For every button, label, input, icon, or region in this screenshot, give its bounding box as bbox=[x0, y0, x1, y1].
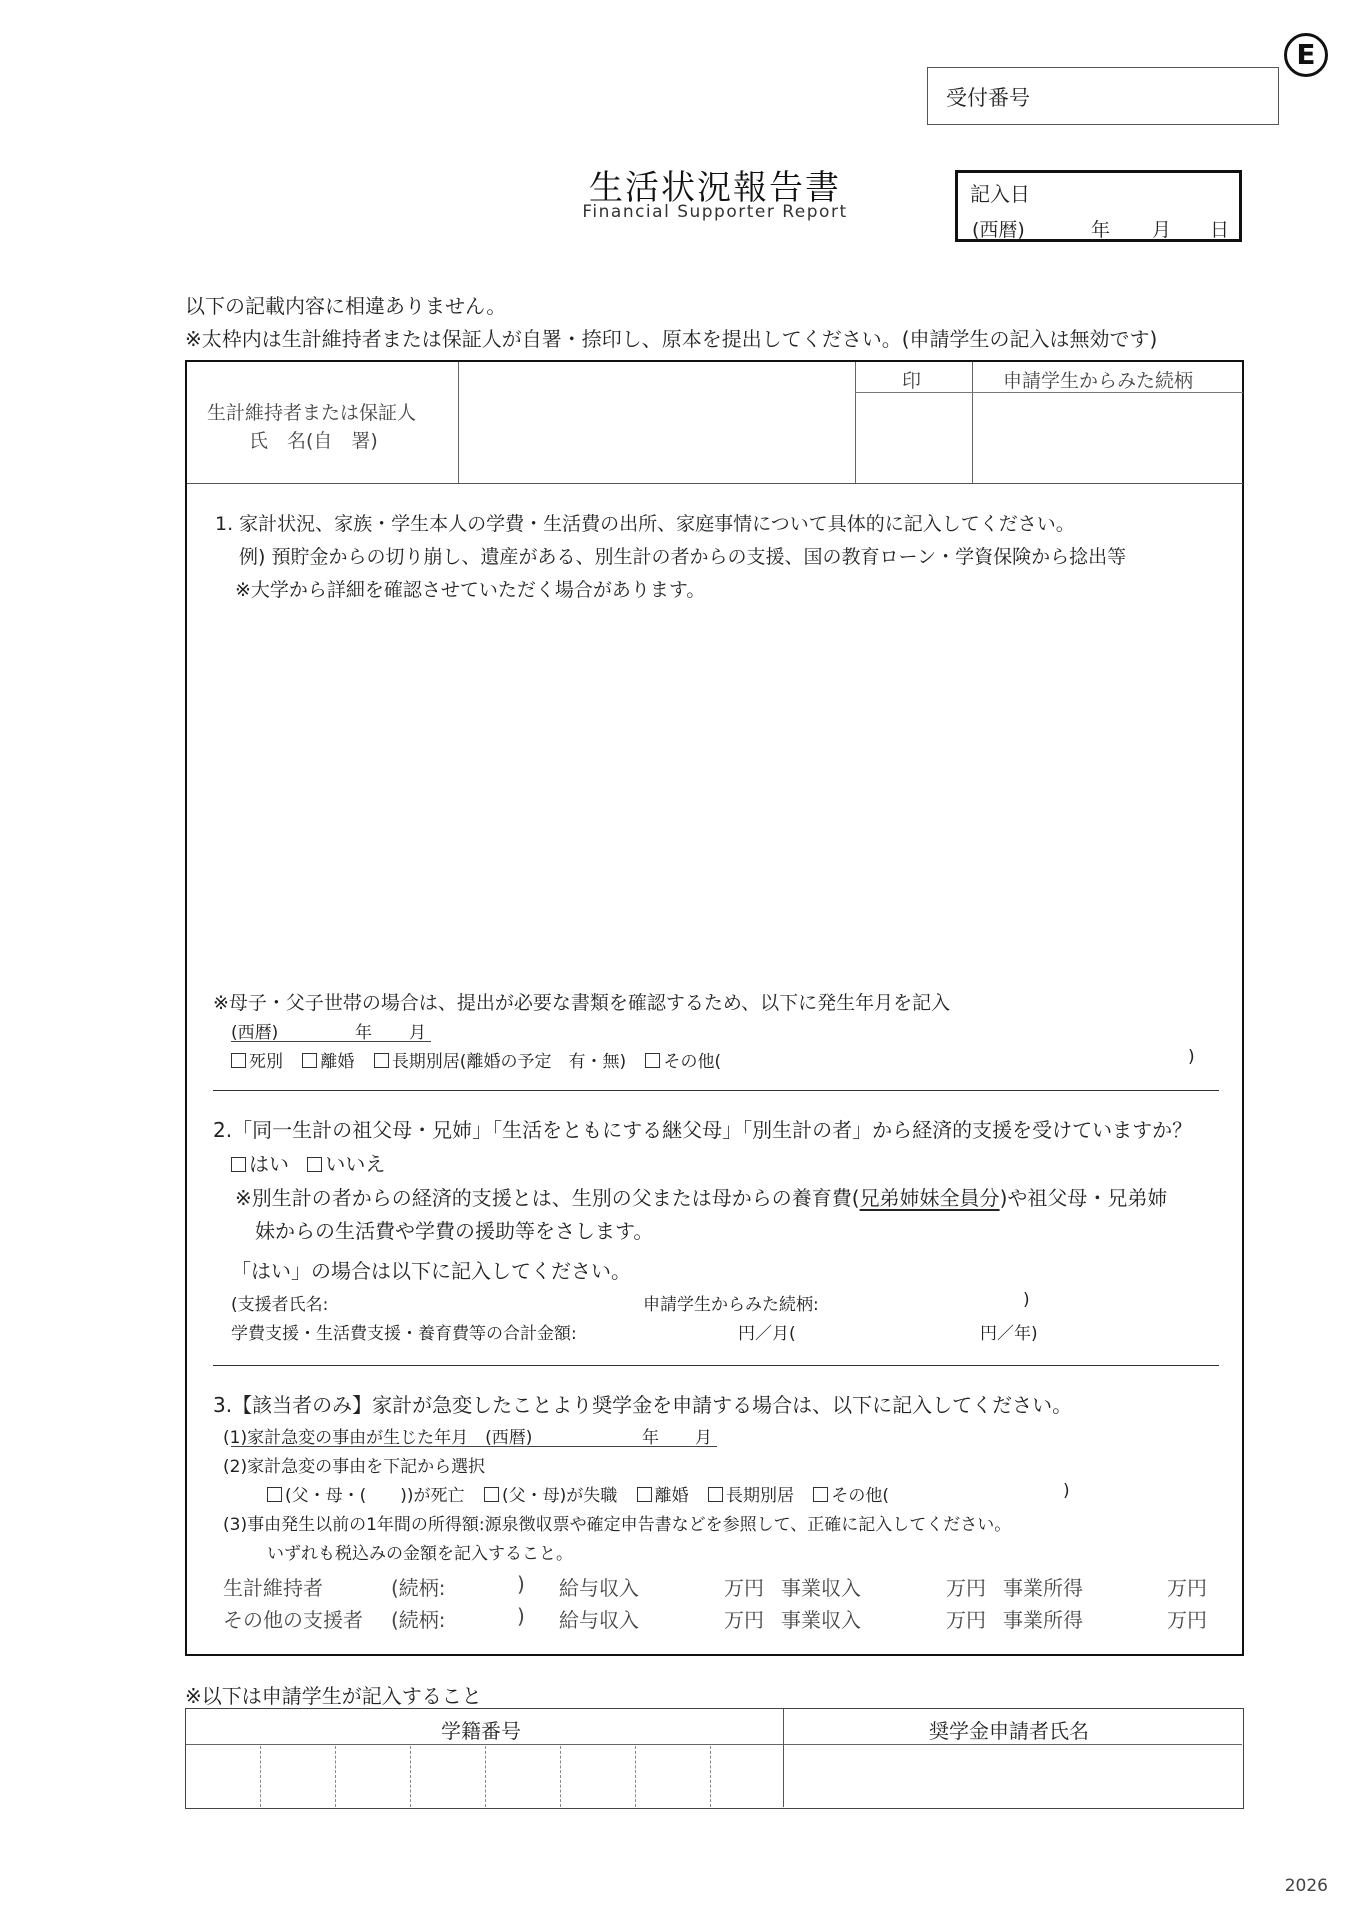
section3-q2: (2)家計急変の事由を下記から選択 bbox=[223, 1457, 486, 1477]
page-subtitle: Financial Supporter Report bbox=[582, 202, 848, 222]
section1-free-text-area[interactable] bbox=[215, 607, 1215, 982]
section2-divider bbox=[213, 1365, 1219, 1366]
income-row-1-business-unit: 万円 bbox=[946, 1576, 986, 1600]
q1-month: 月 bbox=[695, 1428, 712, 1448]
single-parent-month: 月 bbox=[409, 1023, 426, 1043]
reception-number-box bbox=[927, 67, 1279, 125]
income-row-2-business: 事業収入 bbox=[781, 1608, 861, 1632]
section2-options bbox=[231, 1148, 385, 1177]
option-separation-label: 長期別居(離婚の予定 有・無) bbox=[391, 1052, 627, 1072]
footer-year: 2026 bbox=[1284, 1876, 1328, 1896]
income-row-1-who: 生計維持者 bbox=[223, 1576, 323, 1600]
option-death-label: 死別 bbox=[249, 1052, 283, 1072]
entry-date-label: 記入日 bbox=[970, 182, 1030, 206]
supporter-close-paren: ) bbox=[1023, 1290, 1030, 1310]
income-row-2-business-income-unit: 万円 bbox=[1167, 1608, 1207, 1632]
student-table bbox=[185, 1708, 1244, 1809]
q1-era: (西暦) bbox=[485, 1428, 533, 1448]
single-parent-date-underline bbox=[231, 1041, 431, 1042]
section3-heading: 3.【該当者のみ】家計が急変したことより奨学金を申請する場合は、以下に記入してください。 bbox=[213, 1393, 1073, 1417]
section3-q3-line2: いずれも税込みの金額を記入すること。 bbox=[267, 1544, 573, 1564]
seal-label: 印 bbox=[902, 370, 922, 392]
per-month-label: 円／月( bbox=[738, 1324, 796, 1344]
relationship-label: 申請学生からみた続柄 bbox=[1003, 370, 1194, 392]
income-row-1-salary: 給与収入 bbox=[559, 1576, 639, 1600]
entry-date-month: 月 bbox=[1152, 219, 1172, 241]
checkbox-q2-separation[interactable] bbox=[708, 1487, 723, 1502]
checkbox-no[interactable] bbox=[307, 1157, 322, 1172]
note-line1-part-a: ※別生計の者からの経済的支援とは、生別の父または母からの養育費( bbox=[235, 1186, 860, 1210]
page-title: 生活状況報告書 bbox=[589, 168, 841, 208]
section2-if-yes: 「はい」の場合は以下に記入してください。 bbox=[231, 1259, 631, 1283]
checkbox-divorce[interactable] bbox=[302, 1053, 317, 1068]
income-row-2-salary: 給与収入 bbox=[559, 1608, 639, 1632]
checkbox-other[interactable] bbox=[645, 1053, 660, 1068]
relationship-field[interactable] bbox=[973, 393, 1243, 482]
section2-note-line2: 妹からの生活費や学費の援助等をさします。 bbox=[255, 1219, 654, 1243]
student-table-header-line bbox=[186, 1744, 1242, 1745]
section3-q2-options bbox=[267, 1481, 889, 1506]
student-id-label: 学籍番号 bbox=[441, 1719, 521, 1743]
signer-label-line2: 氏 名(自 署) bbox=[249, 430, 378, 452]
per-year-label: 円／年) bbox=[980, 1324, 1038, 1344]
total-amount-label: 学費支援・生活費支援・養育費等の合計金額: bbox=[231, 1324, 577, 1344]
income-row-1-salary-unit: 万円 bbox=[724, 1576, 764, 1600]
checkbox-q2-job-loss[interactable] bbox=[484, 1487, 499, 1502]
section2-note-line1 bbox=[235, 1182, 1167, 1211]
intro-instruction: ※太枠内は生計維持者または保証人が自署・捺印し、原本を提出してください。(申請学生の記入は無効です) bbox=[185, 327, 1158, 351]
section3-q3-line1: (3)事由発生以前の1年間の所得額:源泉徴収票や確定申告書などを参照して、正確に記入してください。 bbox=[223, 1515, 1012, 1535]
entry-date-box bbox=[955, 170, 1242, 242]
section1-note: ※大学から詳細を確認させていただく場合があります。 bbox=[235, 579, 706, 601]
checkbox-death[interactable] bbox=[231, 1053, 246, 1068]
reception-number-label: 受付番号 bbox=[946, 86, 1030, 110]
checkbox-yes[interactable] bbox=[231, 1157, 246, 1172]
q1-year: 年 bbox=[642, 1428, 659, 1448]
section1-divider bbox=[213, 1090, 1219, 1091]
q2-other-close: ) bbox=[1063, 1481, 1070, 1501]
single-parent-year: 年 bbox=[355, 1023, 372, 1043]
supporter-name-label: (支援者氏名: bbox=[231, 1295, 329, 1315]
form-code-badge: E bbox=[1284, 33, 1328, 77]
signer-row-bottom bbox=[187, 483, 1243, 484]
option-no-label: いいえ bbox=[325, 1152, 386, 1176]
entry-date-year: 年 bbox=[1091, 219, 1111, 241]
signer-label-line1: 生計維持者または保証人 bbox=[207, 402, 417, 424]
checkbox-q2-divorce[interactable] bbox=[637, 1487, 652, 1502]
seal-field[interactable] bbox=[856, 393, 971, 482]
signer-name-field[interactable] bbox=[459, 362, 854, 482]
entry-date-day: 日 bbox=[1210, 219, 1230, 241]
note-line1-underlined: 兄弟姉妹全員分 bbox=[859, 1186, 1000, 1210]
income-row-2-who: その他の支援者 bbox=[223, 1608, 363, 1632]
income-row-2-salary-unit: 万円 bbox=[724, 1608, 764, 1632]
income-row-2-close: ) bbox=[517, 1604, 525, 1628]
option-divorce-label: 離婚 bbox=[320, 1052, 355, 1072]
q2-separation-label: 長期別居 bbox=[726, 1486, 795, 1506]
checkbox-q2-death[interactable] bbox=[267, 1487, 282, 1502]
option-other-close: ) bbox=[1188, 1047, 1195, 1067]
q2-job-loss-label: (父・母)が失職 bbox=[501, 1486, 618, 1506]
income-row-1-business-income: 事業所得 bbox=[1003, 1576, 1083, 1600]
main-form-frame bbox=[185, 360, 1244, 1656]
q1-label: (1)家計急変の事由が生じた年月 bbox=[223, 1428, 469, 1448]
checkbox-q2-other[interactable] bbox=[813, 1487, 828, 1502]
supporter-relationship-label: 申請学生からみた続柄: bbox=[643, 1295, 819, 1315]
applicant-name-label: 奨学金申請者氏名 bbox=[929, 1719, 1089, 1743]
checkbox-separation[interactable] bbox=[374, 1053, 389, 1068]
section2-heading: 2.「同一生計の祖父母・兄姉」「生活をともにする継父母」「別生計の者」から経済的支援を受けていますか？ bbox=[213, 1118, 1193, 1142]
option-yes-label: はい bbox=[249, 1152, 289, 1176]
student-table-divider bbox=[783, 1709, 784, 1807]
entry-date-era: (西暦) bbox=[972, 219, 1025, 241]
option-other-label: その他( bbox=[663, 1052, 722, 1072]
student-section-note: ※以下は申請学生が記入すること bbox=[185, 1684, 482, 1708]
note-line1-part-b: )や祖父母・兄弟姉 bbox=[999, 1186, 1168, 1210]
income-row-1-close: ) bbox=[517, 1572, 525, 1596]
q2-death-label: (父・母・( ))が死亡 bbox=[285, 1486, 465, 1506]
section1-heading: 1. 家計状況、家族・学生本人の学費・生活費の出所、家庭事情について具体的に記入してください。 bbox=[215, 513, 1075, 535]
section3-q1 bbox=[223, 1423, 532, 1448]
q2-divorce-label: 離婚 bbox=[654, 1486, 689, 1506]
single-parent-options bbox=[231, 1047, 721, 1072]
income-row-2-relation: (続柄: bbox=[391, 1608, 446, 1632]
income-row-1-business: 事業収入 bbox=[781, 1576, 861, 1600]
intro-declaration: 以下の記載内容に相違ありません。 bbox=[185, 294, 507, 318]
q1-underline bbox=[231, 1446, 717, 1447]
income-row-2-business-unit: 万円 bbox=[946, 1608, 986, 1632]
income-row-1-relation: (続柄: bbox=[391, 1576, 446, 1600]
section1-example: 例) 預貯金からの切り崩し、遺産がある、別生計の者からの支援、国の教育ローン・学資保険から捻出等 bbox=[239, 546, 1127, 568]
applicant-name-field[interactable] bbox=[785, 1746, 1241, 1807]
single-parent-note: ※母子・父子世帯の場合は、提出が必要な書類を確認するため、以下に発生年月を記入 bbox=[213, 992, 951, 1014]
income-row-2-business-income: 事業所得 bbox=[1003, 1608, 1083, 1632]
student-id-field[interactable] bbox=[186, 1746, 782, 1807]
income-row-1-business-income-unit: 万円 bbox=[1167, 1576, 1207, 1600]
q2-other-label: その他( bbox=[831, 1486, 890, 1506]
single-parent-era: (西暦) bbox=[231, 1023, 279, 1043]
